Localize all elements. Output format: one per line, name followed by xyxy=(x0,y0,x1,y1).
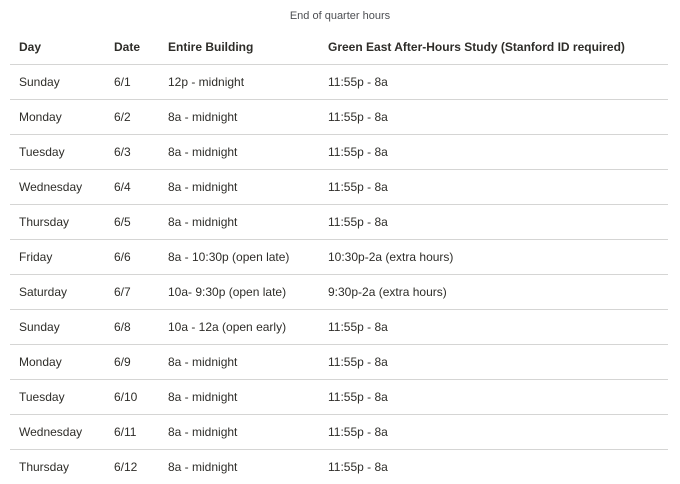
table-row xyxy=(10,345,668,380)
cell-green-east: 11:55p - 8a xyxy=(319,100,668,135)
cell-day: Monday xyxy=(10,100,105,135)
cell-date: 6/2 xyxy=(105,100,159,135)
cell-date: 6/3 xyxy=(105,135,159,170)
table-row xyxy=(10,65,668,100)
cell-date: 6/7 xyxy=(105,275,159,310)
table-row xyxy=(10,135,668,170)
cell-green-east: 11:55p - 8a xyxy=(319,170,668,205)
cell-entire-building: 8a - midnight xyxy=(159,345,319,380)
cell-entire-building: 8a - midnight xyxy=(159,205,319,240)
cell-entire-building: 8a - midnight xyxy=(159,170,319,205)
cell-date: 6/5 xyxy=(105,205,159,240)
table-row xyxy=(10,415,668,450)
cell-date: 6/11 xyxy=(105,415,159,450)
cell-entire-building: 8a - 10:30p (open late) xyxy=(159,240,319,275)
cell-day: Sunday xyxy=(10,65,105,100)
table-row xyxy=(10,100,668,135)
cell-day: Wednesday xyxy=(10,415,105,450)
cell-day: Tuesday xyxy=(10,135,105,170)
cell-day: Thursday xyxy=(10,205,105,240)
cell-day: Friday xyxy=(10,240,105,275)
cell-day: Saturday xyxy=(10,275,105,310)
cell-green-east: 9:30p-2a (extra hours) xyxy=(319,275,668,310)
table-row xyxy=(10,170,668,205)
header-day: Day xyxy=(10,29,105,65)
cell-entire-building: 10a- 9:30p (open late) xyxy=(159,275,319,310)
cell-entire-building: 10a - 12a (open early) xyxy=(159,310,319,345)
cell-entire-building: 12p - midnight xyxy=(159,65,319,100)
table-row xyxy=(10,310,668,345)
cell-green-east: 11:55p - 8a xyxy=(319,345,668,380)
cell-entire-building: 8a - midnight xyxy=(159,135,319,170)
cell-entire-building: 8a - midnight xyxy=(159,100,319,135)
cell-green-east: 11:55p - 8a xyxy=(319,380,668,415)
cell-green-east: 11:55p - 8a xyxy=(319,135,668,170)
table-header-row xyxy=(10,29,668,65)
table-row xyxy=(10,275,668,310)
cell-green-east: 11:55p - 8a xyxy=(319,450,668,484)
cell-date: 6/6 xyxy=(105,240,159,275)
cell-entire-building: 8a - midnight xyxy=(159,380,319,415)
cell-day: Thursday xyxy=(10,450,105,484)
cell-entire-building: 8a - midnight xyxy=(159,415,319,450)
cell-green-east: 11:55p - 8a xyxy=(319,65,668,100)
table-row xyxy=(10,450,668,484)
cell-green-east: 11:55p - 8a xyxy=(319,415,668,450)
table-caption: End of quarter hours xyxy=(0,10,680,22)
cell-date: 6/12 xyxy=(105,450,159,484)
cell-green-east: 11:55p - 8a xyxy=(319,310,668,345)
header-date: Date xyxy=(105,29,159,65)
cell-day: Monday xyxy=(10,345,105,380)
cell-day: Tuesday xyxy=(10,380,105,415)
cell-day: Sunday xyxy=(10,310,105,345)
header-green-east: Green East After-Hours Study (Stanford ID required) xyxy=(319,29,668,65)
header-entire-building: Entire Building xyxy=(159,29,319,65)
cell-green-east: 10:30p-2a (extra hours) xyxy=(319,240,668,275)
table-row xyxy=(10,240,668,275)
table-row xyxy=(10,205,668,240)
cell-entire-building: 8a - midnight xyxy=(159,450,319,484)
cell-day: Wednesday xyxy=(10,170,105,205)
cell-date: 6/1 xyxy=(105,65,159,100)
cell-date: 6/9 xyxy=(105,345,159,380)
cell-green-east: 11:55p - 8a xyxy=(319,205,668,240)
cell-date: 6/10 xyxy=(105,380,159,415)
hours-table xyxy=(10,29,668,484)
table-row xyxy=(10,380,668,415)
cell-date: 6/8 xyxy=(105,310,159,345)
cell-date: 6/4 xyxy=(105,170,159,205)
